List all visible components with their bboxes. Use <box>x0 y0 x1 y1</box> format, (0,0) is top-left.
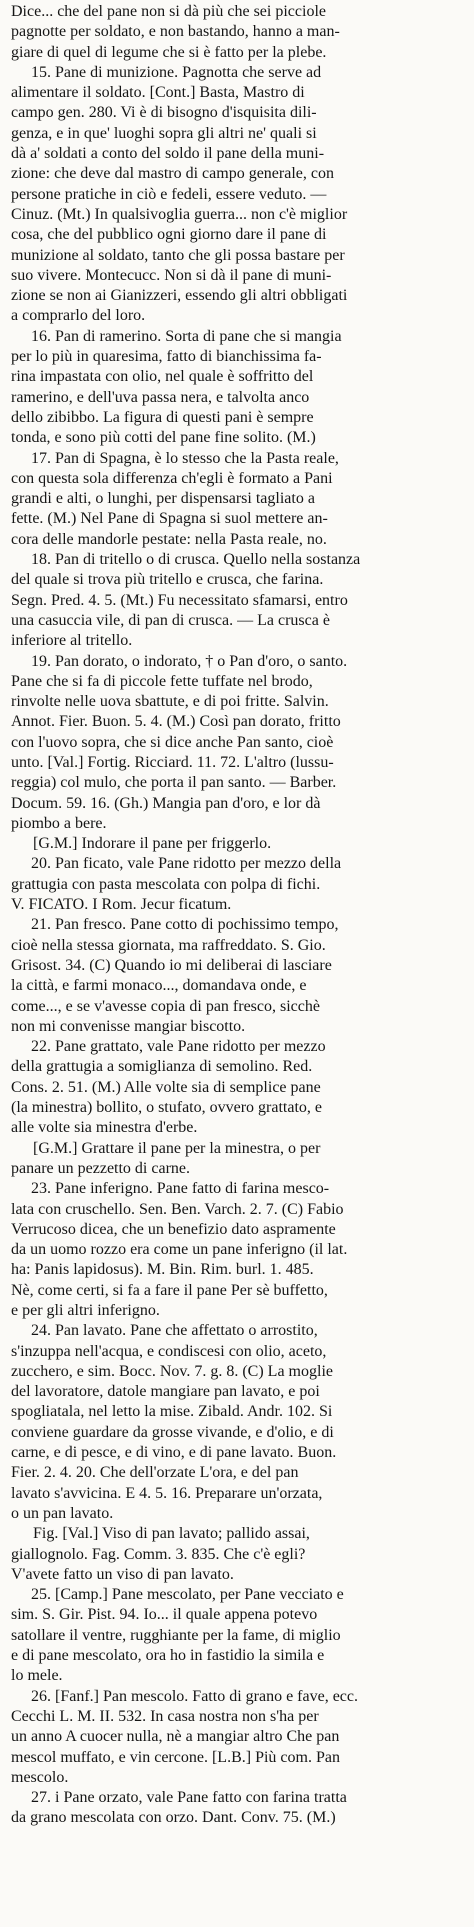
text-line: zione: che deve dal mastro di campo generale, con <box>11 165 334 183</box>
text-line: Dice... che del pane non si dà più che sei picciole <box>11 3 326 20</box>
text-line: Docum. 59. 16. (Gh.) Mangia pan d'oro, e lor dà <box>11 794 321 812</box>
text-line: reggia) col mulo, che porta il pan santo. — Barber. <box>11 774 337 792</box>
text-line: carne, e di pesce, e di vino, e di pane lavato. Buon. <box>11 1444 337 1462</box>
entry-heading-line: 26. [Fanf.] Pan mescolo. Fatto di grano e fave, ecc. <box>31 1687 359 1705</box>
text-line: satollare il ventre, rugghiante per la fame, di miglio <box>11 1626 341 1644</box>
text-line: (la minestra) bollito, o stufato, ovvero grattato, e <box>11 1099 323 1117</box>
text-line: e per gli altri inferigno. <box>11 1302 160 1319</box>
text-line: da grano mescolata con orzo. Dant. Conv. 75. (M.) <box>11 1809 336 1827</box>
text-line: ha: Panis lapidosus). M. Bin. Rim. burl. 1. 485. <box>11 1261 314 1279</box>
text-line: grandi e alti, o lunghi, per dispensarsi tagliato a <box>11 490 315 508</box>
text-line: persone pratiche in ciò e fedeli, essere veduto. — <box>11 185 327 203</box>
text-line: Verrucoso dicea, che un benefizio dato aspramente <box>11 1220 336 1238</box>
text-line: pagnotte per soldato, e non bastando, hanno a man- <box>11 23 340 41</box>
text-line: a comprarlo del loro. <box>11 307 146 325</box>
text-line: o un pan lavato. <box>11 1504 114 1522</box>
text-line: Cons. 2. 51. (M.) Alle volte sia di semplice pane <box>11 1078 321 1096</box>
text-line: alimentare il soldato. [Cont.] Basta, Mastro di <box>11 84 305 102</box>
text-line: zucchero, e sim. Bocc. Nov. 7. g. 8. (C) La moglie <box>11 1362 333 1380</box>
text-line: con questa sola differenza ch'egli è formato a Pani <box>11 469 333 487</box>
text-line: unto. [Val.] Fortig. Ricciard. 11. 72. L'altro (lussu- <box>11 753 334 771</box>
text-line: spogliatala, nel letto la mise. Zibald. Andr. 102. Si <box>11 1403 333 1421</box>
text-line: piombo a bere. <box>11 814 107 832</box>
text-line: rina impastata con olio, nel quale è soffritto del <box>11 368 314 386</box>
text-line: genza, e in que' luoghi sopra gli altri ne' quali si <box>11 124 317 142</box>
text-line: cosa, che del pubblico ogni giorno dare il pane di <box>11 226 327 244</box>
text-line: [G.M.] Indorare il pane per friggerlo. <box>33 835 272 853</box>
text-line: giare di quel di legume che si è fatto per la plebe. <box>11 43 327 61</box>
text-line: mescolo. <box>11 1768 69 1786</box>
text-line: della grattugia a somiglianza di semolino. Red. <box>11 1058 313 1076</box>
text-line: la città, e farmi monaco..., domandava onde, e <box>11 977 307 995</box>
text-line: una casuccia vile, di pan di crusca. — La crusca è <box>11 611 330 629</box>
text-line: da un uomo rozzo era come un pane inferigno (il lat. <box>11 1241 348 1259</box>
entry-heading-line: 23. Pane inferigno. Pane fatto di farina mesco- <box>31 1180 330 1198</box>
text-line: dà a' soldati a conto del soldo il pane della muni- <box>11 145 325 163</box>
text-line: un anno A cuocer nulla, nè a mangiar altro Che pan <box>11 1728 340 1746</box>
text-line: [G.M.] Grattare il pane per la minestra, o per <box>33 1139 321 1157</box>
text-line: Segn. Pred. 4. 5. (Mt.) Fu necessitato sfamarsi, entro <box>11 591 348 609</box>
text-line: Annot. Fier. Buon. 5. 4. (M.) Così pan dorato, fritto <box>11 713 341 731</box>
text-line: del lavoratore, datole mangiare pan lavato, e poi <box>11 1383 320 1401</box>
text-line: non mi convenisse mangiar biscotto. <box>11 1017 246 1035</box>
text-line: grattugia con pasta mescolata con polpa di fichi. <box>11 875 321 893</box>
text-line: conviene guardare da grosse vivande, e d'olio, e di <box>11 1423 334 1441</box>
text-line: alle volte sia minestra d'erbe. <box>11 1119 198 1137</box>
text-line: Fig. [Val.] Viso di pan lavato; pallido assai, <box>33 1525 310 1543</box>
text-line: rinvolte nelle uova sbattute, e di poi fritte. Salvin. <box>11 693 329 711</box>
entry-heading-line: 18. Pan di tritello o di crusca. Quello nella sostanza <box>31 551 361 569</box>
entry-heading-line: 17. Pan di Spagna, è lo stesso che la Pasta reale, <box>31 449 339 467</box>
text-line: campo gen. 280. Vi è di bisogno d'isquisita dili- <box>11 104 317 122</box>
entry-heading-line: 27. i Pane orzato, vale Pane fatto con farina tratta <box>31 1789 347 1807</box>
text-line: Grisost. 34. (C) Quando io mi deliberai di lasciare <box>11 956 332 974</box>
text-line: dello zibibbo. La figura di questi pani è sempre <box>11 408 314 426</box>
text-line: zione se non ai Gianizzeri, essendo gli altri obbligati <box>11 287 348 305</box>
text-line: panare un pezzetto di carne. <box>11 1159 191 1177</box>
entry-heading-line: 20. Pan ficato, vale Pane ridotto per mezzo della <box>31 855 342 873</box>
text-line: Nè, come certi, si fa a fare il pane Per sè buffetto, <box>11 1281 328 1299</box>
entry-heading-line: 19. Pan dorato, o indorato, † o Pan d'oro, o santo. <box>31 652 348 670</box>
text-line: V'avete fatto un viso di pan lavato. <box>11 1565 234 1583</box>
entry-heading-line: 25. [Camp.] Pane mescolato, per Pane vecciato e <box>31 1586 344 1604</box>
text-line: Fier. 2. 4. 20. Che dell'orzate L'ora, e del pan <box>11 1464 299 1482</box>
text-line: cora delle mandorle pestate: nella Pasta reale, no. <box>11 530 327 548</box>
text-line: Cinuz. (Mt.) In qualsivoglia guerra... non c'è miglior <box>11 205 348 223</box>
text-line: sim. S. Gir. Pist. 94. Io... il quale appena potevo <box>11 1606 318 1624</box>
text-line: mescol muffato, e vin cercone. [L.B.] Più com. Pan <box>11 1748 340 1766</box>
text-line: munizione al soldato, tanto che gli possa bastare per <box>11 246 345 264</box>
text-line: per lo più in quaresima, fatto di bianchissima fa- <box>11 348 322 366</box>
text-line: come..., e se v'avesse copia di pan fresco, sicchè <box>11 997 320 1015</box>
text-line: e di pane mescolato, ora ho in fastidio la simila e <box>11 1647 325 1665</box>
text-line: lata con cruschello. Sen. Ben. Varch. 2. 7. (C) Fabio <box>11 1200 344 1218</box>
text-line: Cecchi L. M. II. 532. In casa nostra non s'ha per <box>11 1707 319 1725</box>
entry-heading-line: 16. Pan di ramerino. Sorta di pane che si mangia <box>31 327 342 345</box>
text-line: Pane che si fa di piccole fette tuffate nel brodo, <box>11 672 313 690</box>
text-line: suo vivere. Montecucc. Non si dà il pane di muni- <box>11 266 332 284</box>
text-line: lo mele. <box>11 1667 63 1685</box>
text-line: giallognolo. Fag. Comm. 3. 835. Che c'è egli? <box>11 1545 306 1563</box>
text-line: fette. (M.) Nel Pane di Spagna si suol mettere an- <box>11 510 328 528</box>
text-line: V. FICATO. I Rom. Jecur ficatum. <box>11 896 232 914</box>
text-line: del quale si trova più tritello e crusca, che farina. <box>11 571 324 589</box>
entry-heading-line: 21. Pan fresco. Pane cotto di pochissimo tempo, <box>31 916 339 934</box>
entry-heading-line: 15. Pane di munizione. Pagnotta che serve ad <box>31 63 322 81</box>
text-line: cioè nella stessa giornata, ma raffreddato. S. Gio. <box>11 936 326 954</box>
text-line: s'inzuppa nell'acqua, e condiscesi con olio, aceto, <box>11 1342 327 1360</box>
text-line: tonda, e sono più cotti del pane fine solito. (M.) <box>11 429 316 447</box>
entry-heading-line: 22. Pane grattato, vale Pane ridotto per mezzo <box>31 1038 326 1056</box>
text-line: lavato s'avvicina. E 4. 5. 16. Preparare un'orzata, <box>11 1484 323 1502</box>
text-line: inferiore al tritello. <box>11 632 133 650</box>
text-line: con l'uovo sopra, che si dice anche Pan santo, cioè <box>11 733 334 751</box>
text-line: ramerino, e dell'uva passa nera, e talvolta anco <box>11 388 310 406</box>
entry-heading-line: 24. Pan lavato. Pane che affettato o arrostito, <box>31 1322 318 1340</box>
